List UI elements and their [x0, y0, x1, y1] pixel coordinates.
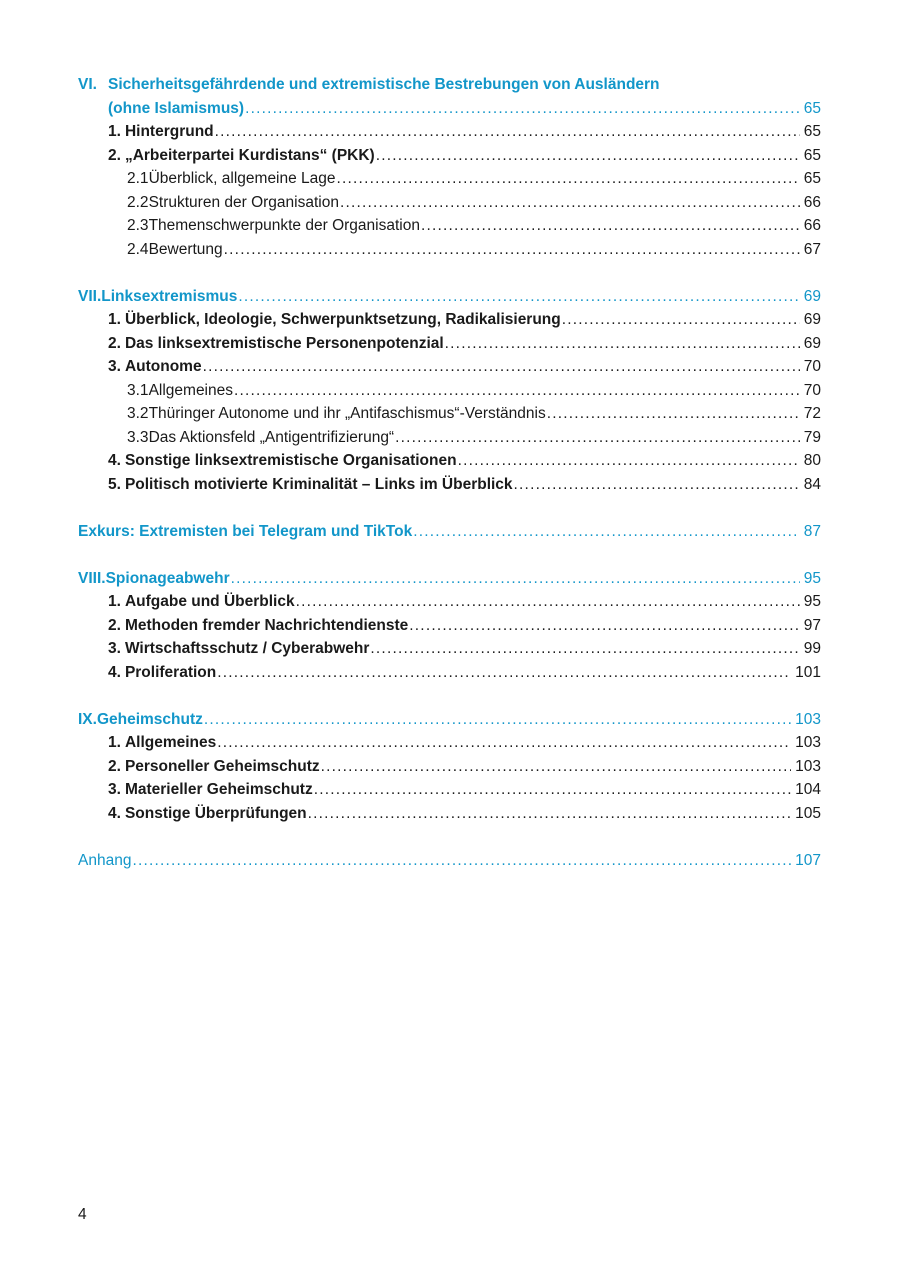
- dot-leader: [231, 567, 800, 591]
- entry-number: 1.: [108, 311, 121, 328]
- entry-title: Das Aktionsfeld „Antigentrifizierung“: [148, 428, 395, 446]
- section-title: Geheimschutz: [96, 710, 203, 728]
- entry-title: Proliferation: [124, 663, 217, 681]
- entry-title: Bewertung: [148, 240, 223, 258]
- toc-subentry[interactable]: [78, 167, 821, 191]
- dot-leader: [421, 214, 800, 238]
- entry-title: Politisch motivierte Kriminalität – Links im Überblick: [124, 475, 513, 493]
- section-numeral: VIII.: [78, 569, 106, 587]
- page-ref: 79: [803, 428, 821, 446]
- entry-number: 2.: [108, 757, 121, 775]
- dot-leader: [296, 590, 800, 614]
- toc-entry[interactable]: [78, 731, 821, 755]
- page-ref: 103: [795, 710, 821, 728]
- dot-leader: [224, 238, 800, 262]
- dot-leader: [562, 308, 800, 332]
- toc-entry[interactable]: [78, 120, 821, 144]
- entry-number: 2.1: [127, 170, 149, 187]
- toc-entry[interactable]: [78, 661, 821, 685]
- section-numeral: IX.: [78, 710, 97, 728]
- page-ref: 70: [803, 358, 821, 375]
- entry-title: Materieller Geheimschutz: [124, 781, 313, 798]
- toc-section-anhang: [78, 849, 821, 873]
- toc-heading-exkurs[interactable]: [78, 520, 821, 544]
- dot-leader: [132, 849, 791, 873]
- entry-title: Sonstige linksextremistische Organisationen: [124, 452, 457, 469]
- toc-subentry[interactable]: [78, 379, 821, 403]
- entry-number: 2.: [108, 334, 121, 352]
- toc-section-vii: [78, 285, 821, 497]
- dot-leader: [413, 520, 800, 544]
- toc-subentry[interactable]: [78, 402, 821, 426]
- entry-number: 2.: [108, 616, 121, 634]
- entry-number: 3.: [108, 640, 121, 657]
- dot-leader: [308, 802, 791, 826]
- toc-entry[interactable]: [78, 332, 821, 356]
- entry-number: 1.: [108, 734, 121, 751]
- page-ref: 65: [803, 123, 821, 140]
- entry-number: 2.4: [127, 240, 149, 258]
- toc-entry[interactable]: [78, 778, 821, 802]
- entry-number: 4.: [108, 452, 121, 469]
- entry-title: Autonome: [124, 358, 202, 375]
- dot-leader: [314, 778, 791, 802]
- toc-entry[interactable]: [78, 755, 821, 779]
- toc-subentry[interactable]: [78, 238, 821, 262]
- entry-title: Wirtschaftsschutz / Cyberabwehr: [124, 640, 370, 657]
- page-ref: 103: [795, 757, 821, 775]
- toc-subentry[interactable]: [78, 191, 821, 215]
- dot-leader: [514, 473, 800, 497]
- page-ref: 70: [803, 381, 821, 399]
- entry-number: 2.2: [127, 193, 149, 211]
- toc-entry[interactable]: [78, 449, 821, 473]
- page-ref: 104: [795, 781, 821, 798]
- page-ref: 69: [803, 334, 821, 352]
- toc-section-ix: [78, 708, 821, 826]
- dot-leader: [215, 120, 800, 144]
- toc-entry[interactable]: [78, 144, 821, 168]
- section-title: Spionageabwehr: [105, 569, 230, 587]
- dot-leader: [445, 332, 800, 356]
- toc-heading-vi[interactable]: [78, 73, 821, 97]
- section-title: Exkurs: Extremisten bei Telegram und TikTok: [78, 522, 413, 540]
- page-ref: 97: [803, 616, 821, 634]
- dot-leader: [245, 97, 800, 121]
- table-of-contents: [78, 73, 821, 872]
- dot-leader: [238, 285, 799, 309]
- toc-entry[interactable]: [78, 473, 821, 497]
- page-ref: 67: [803, 240, 821, 258]
- toc-entry[interactable]: [78, 308, 821, 332]
- toc-subentry[interactable]: [78, 214, 821, 238]
- page-ref: 101: [795, 663, 821, 681]
- entry-title: Methoden fremder Nachrichtendienste: [124, 616, 409, 634]
- entry-number: 2.: [108, 146, 121, 164]
- dot-leader: [376, 144, 800, 168]
- section-numeral: VII.: [78, 287, 102, 305]
- entry-title: Strukturen der Organisation: [148, 193, 339, 211]
- page-ref: 65: [803, 146, 821, 164]
- page-ref: 84: [803, 475, 821, 493]
- page-ref: 80: [803, 452, 821, 469]
- entry-title: Personeller Geheimschutz: [124, 757, 320, 775]
- toc-section-viii: [78, 567, 821, 685]
- entry-title: Überblick, allgemeine Lage: [148, 170, 336, 187]
- page-ref: 103: [795, 734, 821, 751]
- dot-leader: [409, 614, 799, 638]
- toc-entry[interactable]: [78, 637, 821, 661]
- toc-entry[interactable]: [78, 355, 821, 379]
- page-ref: 66: [803, 193, 821, 211]
- dot-leader: [458, 449, 800, 473]
- entry-number: 1.: [108, 123, 121, 140]
- entry-number: 3.1: [127, 381, 149, 399]
- page-ref: 107: [795, 851, 821, 869]
- entry-number: 2.3: [127, 217, 149, 234]
- section-title: Linksextremismus: [101, 287, 238, 305]
- toc-entry[interactable]: [78, 614, 821, 638]
- dot-leader: [217, 731, 791, 755]
- toc-heading-vii[interactable]: [78, 285, 821, 309]
- dot-leader: [234, 379, 800, 403]
- entry-number: 1.: [108, 593, 121, 610]
- dot-leader: [370, 637, 799, 661]
- section-title-continued: (ohne Islamismus): [108, 99, 245, 117]
- entry-number: 3.: [108, 358, 121, 375]
- entry-number: 4.: [108, 663, 121, 681]
- entry-title: Aufgabe und Überblick: [124, 593, 295, 610]
- dot-leader: [547, 402, 800, 426]
- toc-entry[interactable]: [78, 802, 821, 826]
- entry-title: Thüringer Autonome und ihr „Antifaschismus“-Verständnis: [148, 405, 546, 422]
- page-ref: 69: [803, 311, 821, 328]
- page-ref: 87: [803, 522, 821, 540]
- entry-number: 4.: [108, 804, 121, 822]
- page-ref: 65: [803, 99, 821, 117]
- toc-heading-vi-continuation[interactable]: [78, 97, 821, 121]
- section-title: Anhang: [78, 851, 132, 869]
- toc-subentry[interactable]: [78, 426, 821, 450]
- entry-number: 3.2: [127, 405, 149, 422]
- toc-entry[interactable]: [78, 590, 821, 614]
- entry-title: Allgemeines: [124, 734, 217, 751]
- page-ref: 95: [803, 569, 821, 587]
- section-numeral: VI.: [78, 76, 97, 93]
- page-ref: 72: [803, 405, 821, 422]
- page-ref: 99: [803, 640, 821, 657]
- entry-title: Sonstige Überprüfungen: [124, 804, 307, 822]
- dot-leader: [203, 355, 800, 379]
- toc-heading-ix[interactable]: [78, 708, 821, 732]
- page-ref: 105: [795, 804, 821, 822]
- entry-title: „Arbeiterpartei Kurdistans“ (PKK): [124, 146, 375, 164]
- dot-leader: [217, 661, 791, 685]
- entry-number: 3.: [108, 781, 121, 798]
- entry-title: Hintergrund: [124, 123, 214, 140]
- page-ref: 95: [803, 593, 821, 610]
- entry-title: Das linksextremistische Personenpotenzial: [124, 334, 444, 352]
- page-number: 4: [78, 1206, 87, 1223]
- page-ref: 66: [803, 217, 821, 234]
- dot-leader: [337, 167, 800, 191]
- page-ref: 69: [803, 287, 821, 305]
- entry-title: Allgemeines: [148, 381, 233, 399]
- toc-heading-viii[interactable]: [78, 567, 821, 591]
- entry-title: Überblick, Ideologie, Schwerpunktsetzung, Radikalisierung: [124, 311, 561, 328]
- toc-heading-anhang[interactable]: [78, 849, 821, 873]
- entry-number: 3.3: [127, 428, 149, 446]
- dot-leader: [204, 708, 791, 732]
- page-ref: 65: [803, 170, 821, 187]
- toc-section-exkurs: [78, 520, 821, 544]
- entry-title: Themenschwerpunkte der Organisation: [148, 217, 420, 234]
- dot-leader: [395, 426, 800, 450]
- entry-number: 5.: [108, 475, 121, 493]
- toc-section-vi: [78, 73, 821, 261]
- dot-leader: [340, 191, 800, 215]
- dot-leader: [321, 755, 792, 779]
- section-title: Sicherheitsgefährdende und extremistische Bestrebungen von Ausländern: [108, 76, 660, 93]
